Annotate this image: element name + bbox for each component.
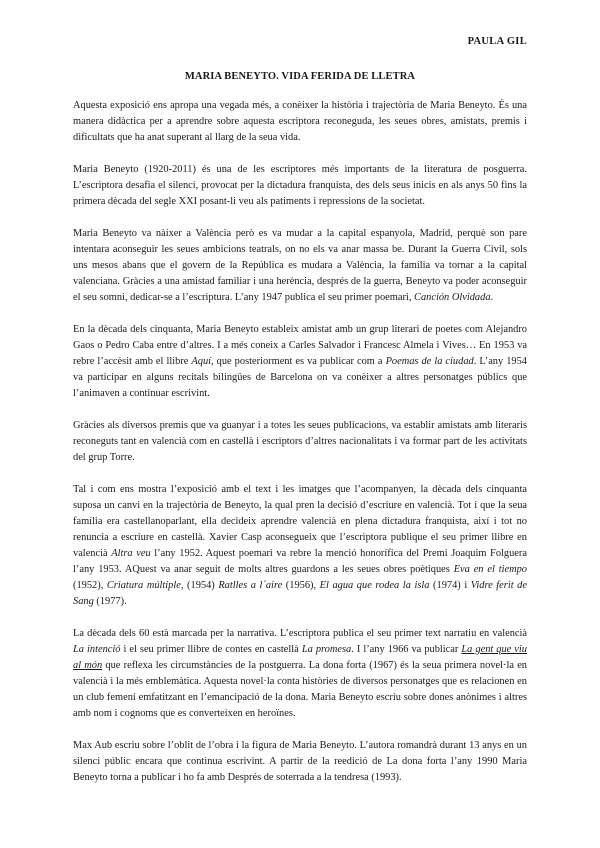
book-title: Eva en el tiempo: [453, 564, 527, 575]
book-title: La gent que viu al món: [73, 644, 528, 671]
document-title: MARIA BENEYTO. VIDA FERIDA DE LLETRA: [184, 71, 416, 82]
book-title: La promesa: [301, 644, 352, 655]
book-title: Ratlles a l´aire: [218, 580, 283, 591]
book-title: Aquí: [191, 356, 212, 367]
paragraph-sixties: La dècada dels 60 està marcada per la narrativa. L’escriptora publica el seu primer text narratiu en valencià La intenció i el seu primer llibre de contes en castellà La promesa. I l’any 1966 va publicar La gent que viu al món que reflexa les circumstàncies de la postguerra. La dona forta (1967) és la seua primera novel·la en valencià i la més emblemàtica. Aquesta novel·la conta històries de diversos personatges que es relacionen en un club femení emfatitzant en l’emancipació de la dona. Maria Beneyto escriu sobre dones anònimes i altres amb nom i cognoms que es converteixen en heroïnes.: [73, 628, 528, 719]
paragraph-valencian: Tal i com ens mostra l’exposició amb el text i les imatges que l’acompanyen, la dècada dels cinquanta suposa un canvi en la trajectòria de Beneyto, la qual pren la decisió d’escriure en valencià. Tot i que la seua família era castellanoparlant, ella decideix aprendre valencià en plena dictadura franquista, així i tot no renuncia a escriure en castellà. Xavier Casp aconsegueix que l’escriptora publique el seu primer llibre en valencià Altra veu l’any 1952. Aquest poemari va rebre la menció honorífica del Premi Joaquim Folguera l’any 1953. AQuest va anar seguit de molts altres guardons a les seues obres poètiques Eva en el tiempo (1952), Criatura múltiple, (1954) Ratlles a l´aire (1956), El agua que rodea la isla (1974) i Vidre ferit de Sang (1977).: [73, 484, 527, 607]
paragraph-intro: Aquesta exposició ens apropa una vegada més, a conèixer la història i trajectòria de Maria Beneyto. És una manera didàctica per a aprendre sobre aquesta escriptora reconeguda, les seues obres, amistats, premis i dificultats que ha anat superant al llarg de la seua vida.: [73, 100, 527, 143]
author-name: PAULA GIL: [467, 36, 527, 47]
paragraph-fifties: En la dècada dels cinquanta, Maria Beneyto estableix amistat amb un grup literari de poetes com Alejandro Gaos o Pedro Caba entre d’altres. I a més coneix a Carles Salvador i Francesc Almela i Vives… En 1953 va rebre l’accèsit amb el llibre Aquí, que posteriorment es va publicar com a Poemas de la ciudad. L’any 1954 va participar en alguns recitals bilingües de Barcelona on va conèixer a altres personatges públics que l’animaven a continuar escrivint.: [73, 324, 528, 399]
book-title: Altra veu: [111, 548, 151, 559]
paragraph-friendships: Gràcies als diversos premis que va guanyar i a totes les seues publicacions, va establir amistats amb literaris reconeguts tant en valencià com en castellà i escriptors d’altres nacionalitats i va formar part de les activitats del grup Torre.: [73, 420, 527, 463]
book-title: Criatura múltiple,: [106, 580, 184, 591]
book-title: El agua que rodea la isla: [319, 580, 430, 591]
document-body: [73, 98, 527, 802]
paragraph-silence: Max Aub escriu sobre l’oblit de l’obra i la figura de Maria Beneyto. L’autora romandrà durant 13 anys en un silenci públic encara que continua escrivint. A partir de la reedició de La dona forta l’any 1990 Maria Beneyto torna a publicar i ho fa amb Després de soterrada a la tendresa (1993).: [73, 740, 527, 783]
book-title: La intenció: [73, 644, 121, 655]
paragraph-early-life: Maria Beneyto va nàixer a València però es va mudar a la capital espanyola, Madrid, perquè son pare intentara aconseguir les seues ambicions teatrals, on no els va anar massa be. Durant la Guerra Civil, sols uns mesos abans que el govern de la República es mudara a València, la família va tornar a la capital valenciana. Gràcies a una amistad familiar i una herència, després de la guerra, Beneyto va poder aconseguir el seu somni, dedicar-se a l’escriptura. L’any 1947 publica el seu primer poemari, Canción Olvidada.: [73, 228, 527, 303]
book-title: Poemas de la ciudad: [385, 356, 474, 367]
book-title: Vidre ferit de Sang: [73, 580, 527, 607]
book-title: Canción Olvidada: [414, 292, 491, 303]
paragraph-biography: Maria Beneyto (1920-2011) és una de les escriptores més importants de la literatura de posguerra. L’escriptora desafia el silenci, provocat per la dictadura franquista, des dels seus inicis en als anys 50 fins la primera dècada del segle XXI posant-li veu als patiments i repressions de la societat.: [73, 164, 527, 207]
